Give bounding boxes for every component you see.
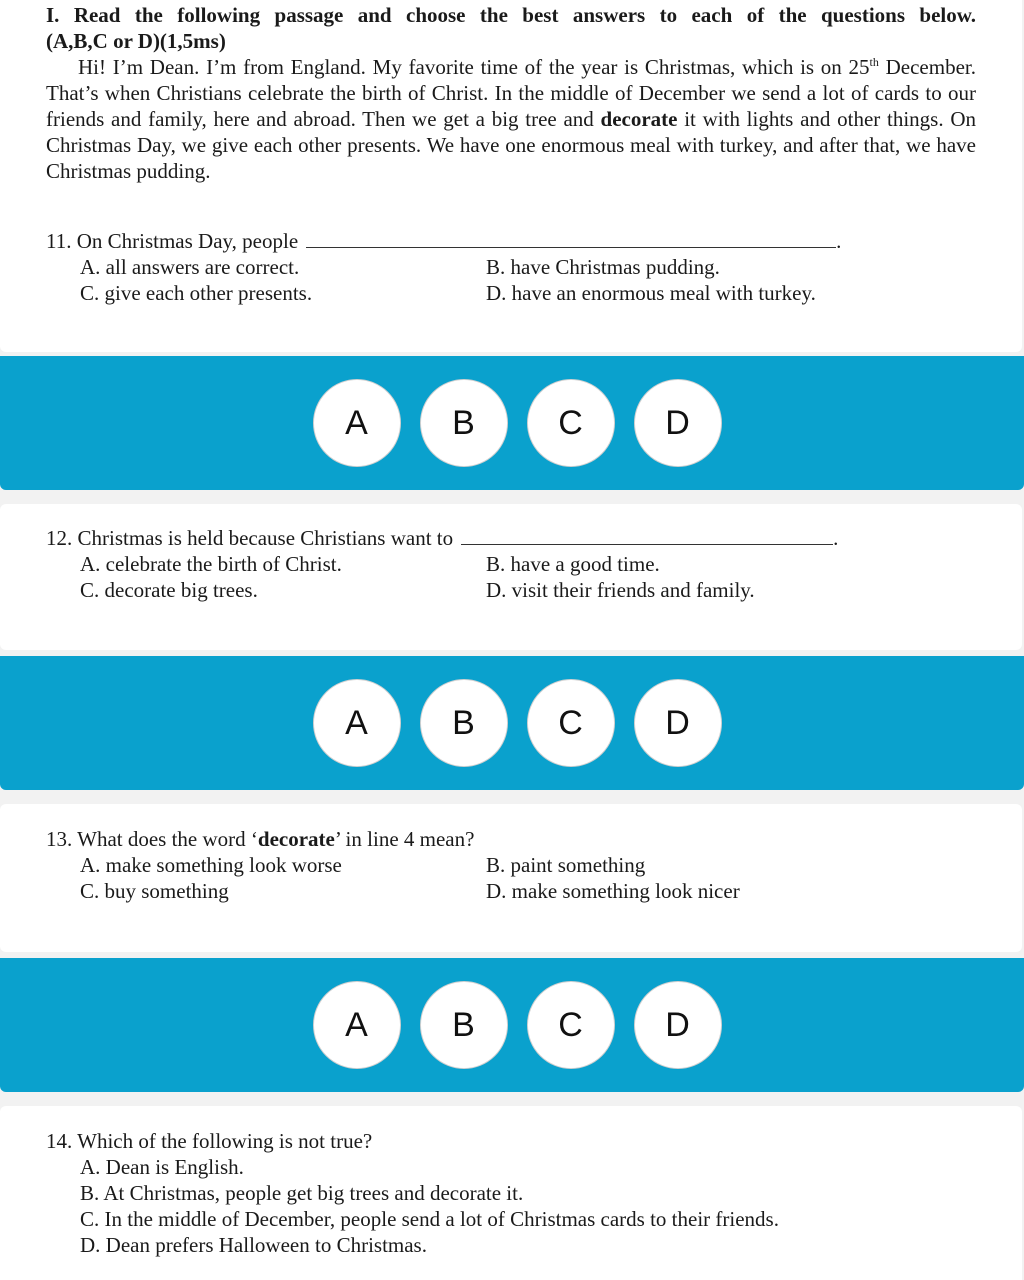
option-d: D. have an enormous meal with turkey.	[486, 281, 816, 305]
question-stem: 13. What does the word ‘decorate’ in line 4 mean?	[46, 827, 475, 851]
option-b: B. paint something	[486, 853, 646, 877]
reading-passage: Hi! I’m Dean. I’m from England. My favorite time of the year is Christmas, which is on 25th December. That’s when Christians celebrate the birth of Christ. In the middle of December we send a lot of cards to our friends and family, here and abroad. Then we get a big tree and decorate it with lights and other things. On Christmas Day, we give each other presents. We have one enormous meal with turkey, and after that, we have Christmas pudding.	[46, 55, 976, 183]
q11-choice-c-button[interactable]: C	[527, 379, 615, 467]
option-a: A. all answers are correct.	[80, 255, 300, 279]
option-d: D. make something look nicer	[486, 879, 740, 903]
q12-choice-b-button[interactable]: B	[420, 679, 508, 767]
q13-choice-d-button[interactable]: D	[634, 981, 722, 1069]
q12-choice-c-button[interactable]: C	[527, 679, 615, 767]
question-stem: 11. On Christmas Day, people	[46, 229, 299, 253]
q13-choice-c-button[interactable]: C	[527, 981, 615, 1069]
q12-choice-d-button[interactable]: D	[634, 679, 722, 767]
option-c: C. In the middle of December, people send a lot of Christmas cards to their friends.	[80, 1207, 779, 1231]
option-d: D. Dean prefers Halloween to Christmas.	[80, 1233, 427, 1257]
question-13-card	[0, 804, 1022, 952]
answer-band-12	[0, 656, 1024, 790]
question-14-card	[0, 1106, 1022, 1280]
question-12-card	[0, 504, 1022, 650]
q11-choice-b-button[interactable]: B	[420, 379, 508, 467]
instructions-subheading: (A,B,C or D)(1,5ms)	[46, 29, 226, 53]
q11-choice-d-button[interactable]: D	[634, 379, 722, 467]
option-c: C. give each other presents.	[80, 281, 313, 305]
question-12: 12. Christmas is held because Christians want to . A. celebrate the birth of Christ. B. have a good time. C. decorate big trees. D. visit their friends and family.	[46, 525, 976, 603]
option-a: A. celebrate the birth of Christ.	[80, 552, 342, 576]
answer-blank	[461, 526, 833, 545]
option-c: C. decorate big trees.	[80, 578, 258, 602]
q12-choice-a-button[interactable]: A	[313, 679, 401, 767]
option-a: A. Dean is English.	[80, 1155, 244, 1179]
option-d: D. visit their friends and family.	[486, 578, 755, 602]
question-stem: 14. Which of the following is not true?	[46, 1129, 373, 1153]
passage-card	[0, 0, 1022, 352]
answer-band-11	[0, 356, 1024, 490]
question-stem: 12. Christmas is held because Christians want to	[46, 526, 454, 550]
answer-band-13	[0, 958, 1024, 1092]
option-b: B. At Christmas, people get big trees and decorate it.	[80, 1181, 524, 1205]
answer-blank	[306, 229, 836, 248]
option-c: C. buy something	[80, 879, 229, 903]
option-a: A. make something look worse	[80, 853, 342, 877]
question-11: 11. On Christmas Day, people . A. all answers are correct. B. have Christmas pudding. C. give each other presents. D. have an enormous meal with turkey.	[46, 228, 976, 306]
instructions-heading: I. Read the following passage and choose the best answers to each of the questions below.	[46, 3, 976, 27]
q11-choice-a-button[interactable]: A	[313, 379, 401, 467]
q13-choice-b-button[interactable]: B	[420, 981, 508, 1069]
bold-word: decorate	[600, 107, 678, 131]
option-b: B. have Christmas pudding.	[486, 255, 720, 279]
question-13	[46, 826, 976, 904]
q13-choice-a-button[interactable]: A	[313, 981, 401, 1069]
option-b: B. have a good time.	[486, 552, 660, 576]
question-14	[46, 1128, 976, 1258]
